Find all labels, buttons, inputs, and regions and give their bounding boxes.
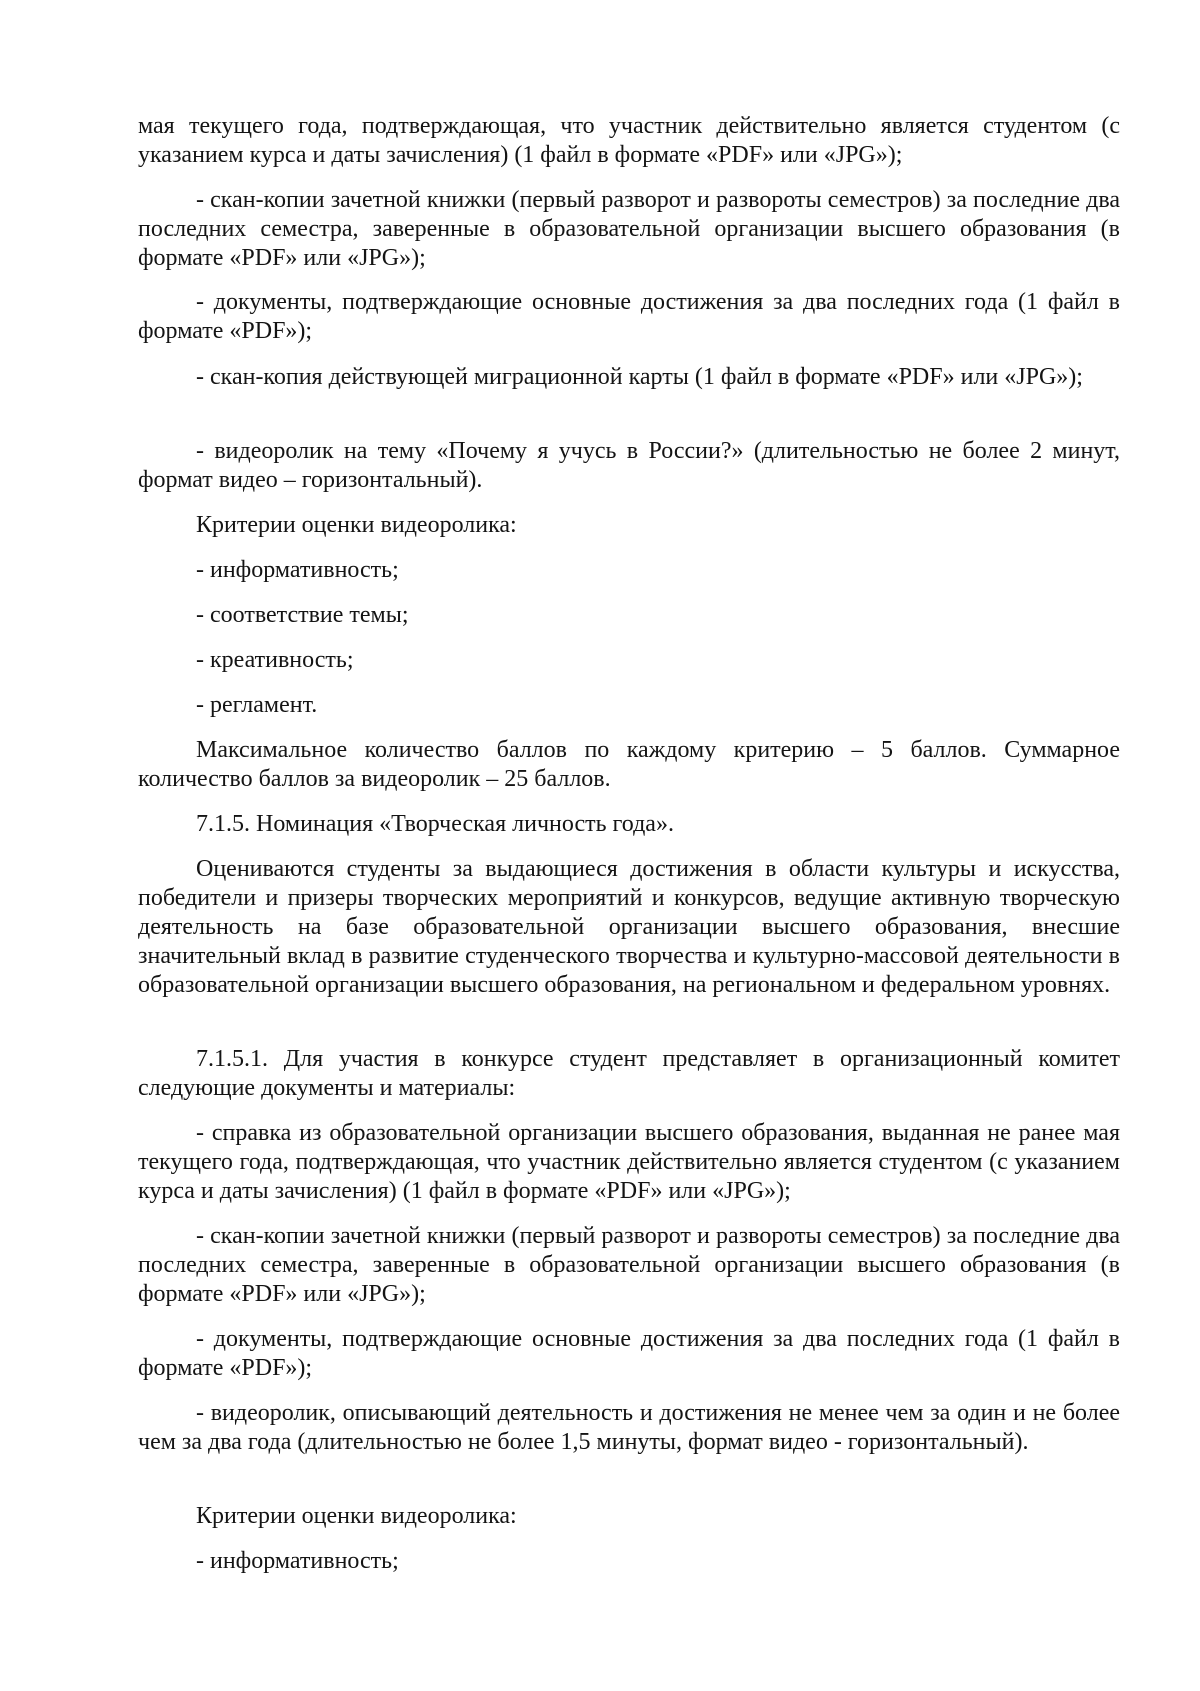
list-item-video-topic: - видеоролик на тему «Почему я учусь в России?» (длительностью не более 2 минут, формат видео – горизонтальный). — [138, 438, 1120, 493]
nomination-description: Оцениваются студенты за выдающиеся достижения в области культуры и искусства, победители и призеры творческих мероприятий и конкурсов, ведущие активную творческую деятельность на базе образовательной организации высшего образования, внесшие значительный вклад в развитие студенческого творчества и культурно-массовой деятельности в образовательной организации высшего образования, на региональном и федеральном уровнях. — [138, 856, 1120, 998]
list-item-achievements: - документы, подтверждающие основные достижения за два последних года (1 файл в формате «PDF»); — [138, 289, 1120, 344]
list-item-video-activity: - видеоролик, описывающий деятельность и достижения не менее чем за один и не более чем за два года (длительностью не более 1,5 минуты, формат видео - горизонтальный). — [138, 1400, 1120, 1455]
list-item-gradebook-scan: - скан-копии зачетной книжки (первый разворот и развороты семестров) за последние два последних семестра, заверенные в образовательной организации высшего образования (в формате «PDF» или «JPG»); — [138, 187, 1120, 271]
list-item-certificate: - справка из образовательной организации высшего образования, выданная не ранее мая текущего года, подтверждающая, что участник действительно является студентом (с указанием курса и даты зачисления) (1 файл в формате «PDF» или «JPG»); — [138, 1120, 1120, 1204]
section-heading-7-1-5: 7.1.5. Номинация «Творческая личность года». — [196, 811, 674, 837]
criterion-informativeness: - информативность; — [196, 557, 399, 583]
video-criteria-heading: Критерии оценки видеоролика: — [196, 512, 517, 538]
criterion-time-limit: - регламент. — [196, 692, 318, 718]
criterion-informativeness-2: - информативность; — [196, 1548, 399, 1574]
max-points-paragraph: Максимальное количество баллов по каждому критерию – 5 баллов. Суммарное количество баллов за видеоролик – 25 баллов. — [138, 737, 1120, 792]
list-item-gradebook-scan-2: - скан-копии зачетной книжки (первый разворот и развороты семестров) за последние два последних семестра, заверенные в образовательной организации высшего образования (в формате «PDF» или «JPG»); — [138, 1223, 1120, 1307]
paragraph-continuation: мая текущего года, подтверждающая, что участник действительно является студентом (с указанием курса и даты зачисления) (1 файл в формате «PDF» или «JPG»); — [138, 113, 1120, 168]
section-7-1-5-1: 7.1.5.1. Для участия в конкурсе студент представляет в организационный комитет следующие документы и материалы: — [138, 1046, 1120, 1101]
list-item-migration-card: - скан-копия действующей миграционной карты (1 файл в формате «PDF» или «JPG»); — [196, 364, 1083, 390]
video-criteria-heading-2: Критерии оценки видеоролика: — [196, 1503, 517, 1529]
list-item-achievements-2: - документы, подтверждающие основные достижения за два последних года (1 файл в формате «PDF»); — [138, 1326, 1120, 1381]
criterion-creativity: - креативность; — [196, 647, 354, 673]
criterion-topic-relevance: - соответствие темы; — [196, 602, 409, 628]
